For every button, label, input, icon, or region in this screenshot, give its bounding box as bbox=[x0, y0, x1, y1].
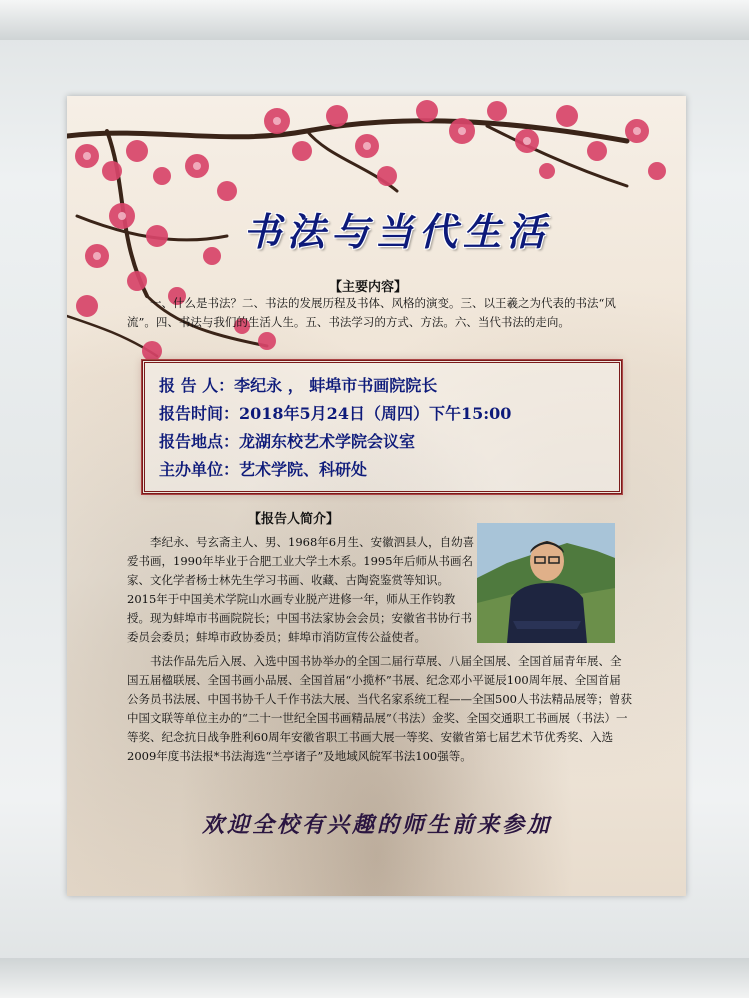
info-place-row bbox=[159, 429, 415, 452]
main-content-text: 一、什么是书法？二、书法的发展历程及书体、风格的演变。三、以王羲之为代表的书法“风流”。四、书法与我们的生活人生。五、书法学习的方式、方法。六、当代书法的走向。 bbox=[127, 296, 616, 329]
poster-title: 书法与当代生活 bbox=[242, 209, 551, 254]
bio-paragraph-2: 书法作品先后入展、入选中国书协举办的全国二届行草展、八届全国展、全国首届青年展、全国五届楹联展、全国书画小品展、全国首届“小揽杯”书展、纪念邓小平诞辰100周年展、全国首届公务员书法展、中国书协千人千作书法大展、当代名家系统工程——全国500人书法精品展等；曾获中国文联等单位主办的“二十一世纪全国书画精品展”（书法）金奖、全国交通职工书画展（书法）一等奖、纪念抗日战争胜利60周年安徽省职工书画大展一等奖、安徽省第七届艺术节优秀奖、入选2009年度书法报*书法海选“兰亭诸子”及地域风皖军书法100强等。 bbox=[127, 654, 632, 763]
info-host-label: 主办单位： bbox=[159, 460, 240, 479]
info-place-value: 龙湖东校艺术学院会议室 bbox=[239, 432, 416, 451]
info-time-label: 报告时间： bbox=[159, 404, 240, 423]
info-box bbox=[142, 360, 622, 494]
info-speaker-label: 报 告 人： bbox=[159, 376, 235, 395]
poster bbox=[67, 96, 686, 896]
speaker-photo bbox=[477, 523, 615, 643]
info-place-label: 报告地点： bbox=[159, 432, 240, 451]
bio-heading: 【报告人简介】 bbox=[248, 512, 340, 527]
welcome-slogan: 欢迎全校有兴趣的师生前来参加 bbox=[201, 812, 552, 838]
scroll-roller-top bbox=[0, 0, 749, 40]
main-content-heading: 【主要内容】 bbox=[329, 280, 408, 295]
info-time-value: 2018年5月24日（周四）下午15:00 bbox=[239, 404, 512, 423]
info-speaker-row bbox=[159, 373, 437, 396]
info-speaker-value: 李纪永 ， 蚌埠市书画院院长 bbox=[234, 376, 438, 395]
info-host-row bbox=[159, 457, 367, 480]
info-host-value: 艺术学院、科研处 bbox=[239, 460, 368, 479]
info-time-row bbox=[159, 401, 511, 424]
scroll-roller-bottom bbox=[0, 958, 749, 998]
bio-paragraph-1: 李纪永、号玄斋主人、男、1968年6月生、安徽泗县人，自幼喜爱书画，1990年毕业于合肥工业大学土木系。1995年后师从书画名家、文化学者杨士林先生学习书画、收藏、古陶瓷鉴赏等知识。2015年于中国美术学院山水画专业脱产进修一年，师从王作钧教授。现为蚌埠市书画院院长；中国书法家协会会员；安徽省书协行书委员会委员；蚌埠市政协委员；蚌埠市消防宣传公益使者。 bbox=[127, 535, 475, 644]
